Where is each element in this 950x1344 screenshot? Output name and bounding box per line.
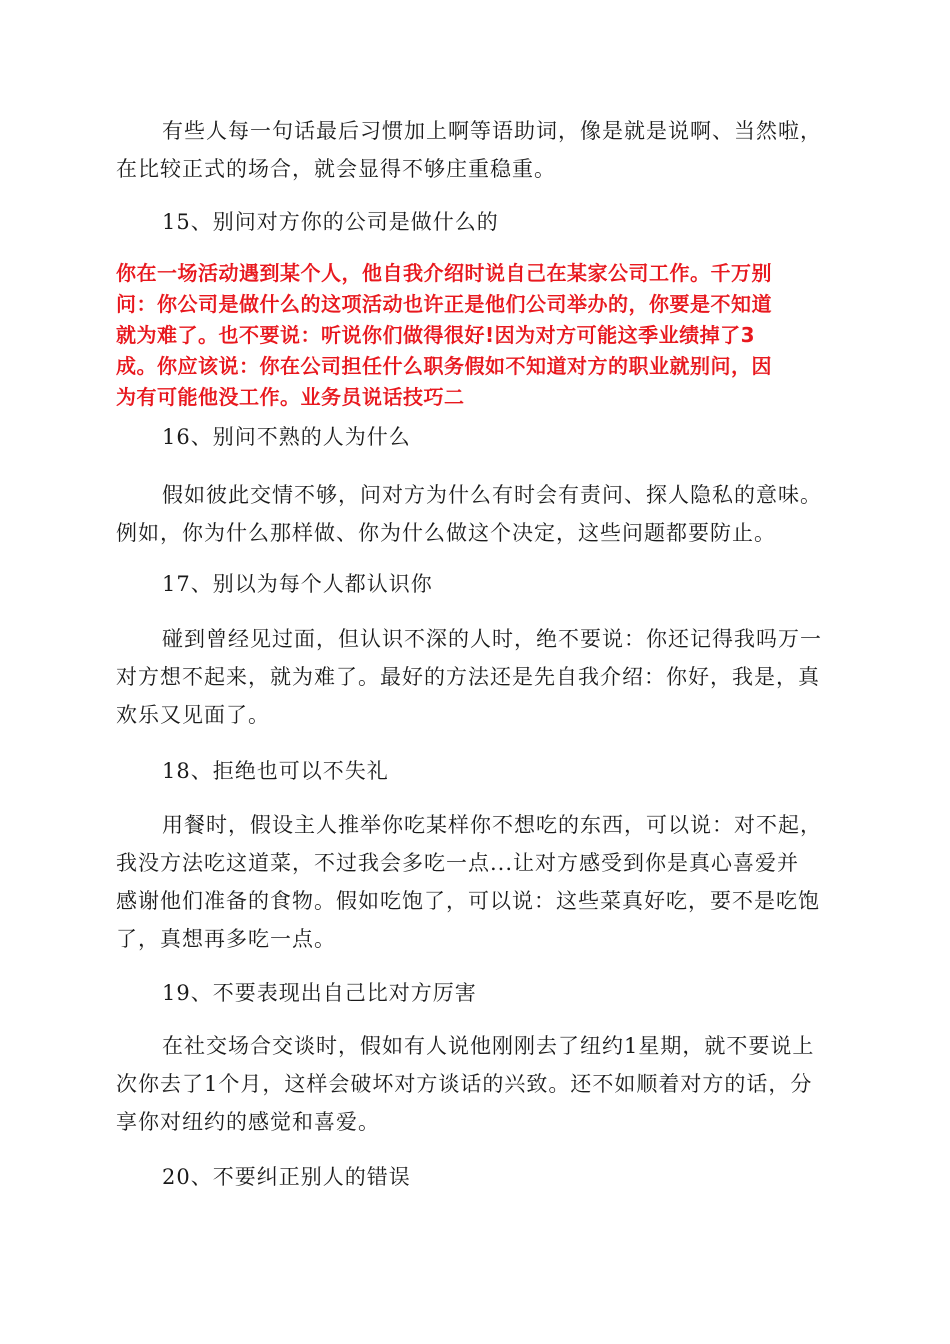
paragraph-intro: 有些人每一句话最后习惯加上啊等语助词，像是就是说啊、当然啦， 在比较正式的场合，就会显得不够庄重稳重。	[116, 119, 822, 181]
heading-15: 15、别问对方你的公司是做什么的	[162, 210, 499, 234]
heading-20: 20、不要纠正别人的错误	[162, 1165, 411, 1189]
heading-19: 19、不要表现出自己比对方厉害	[162, 981, 477, 1005]
heading-18: 18、拒绝也可以不失礼	[162, 759, 389, 783]
heading-17: 17、别以为每个人都认识你	[162, 572, 433, 596]
paragraph-17: 碰到曾经见过面，但认识不深的人时，绝不要说：你还记得我吗万一 对方想不起来，就为难了。最好的方法还是先自我介绍：你好，我是，真 欢乐又见面了。	[116, 627, 822, 727]
highlighted-paragraph: 你在一场活动遇到某个人，他自我介绍时说自己在某家公司工作。千万别 问：你公司是做什么的这项活动也许正是他们公司举办的，你要是不知道 就为难了。也不要说：听说你们做得很好!因为对方可能这季业绩掉了3 成。你应该说：你在公司担任什么职务假如不知道对方的职业就别问，因 为有可能他没工作。业务员说话技巧二	[116, 261, 772, 409]
paragraph-18: 用餐时，假设主人推举你吃某样你不想吃的东西，可以说：对不起， 我没方法吃这道菜，不过我会多吃一点...让对方感受到你是真心喜爱并 感谢他们准备的食物。假如吃饱了，可以说：这些菜真好吃，要不是吃饱 了，真想再多吃一点。	[116, 813, 822, 951]
paragraph-16: 假如彼此交情不够，问对方为什么有时会有责问、探人隐私的意味。 例如，你为什么那样做、你为什么做这个决定，这些问题都要防止。	[116, 483, 822, 545]
heading-16: 16、别问不熟的人为什么	[162, 425, 411, 449]
paragraph-19: 在社交场合交谈时，假如有人说他刚刚去了纽约1星期，就不要说上 次你去了1个月，这样会破坏对方谈话的兴致。还不如顺着对方的话，分 享你对纽约的感觉和喜爱。	[116, 1034, 815, 1134]
